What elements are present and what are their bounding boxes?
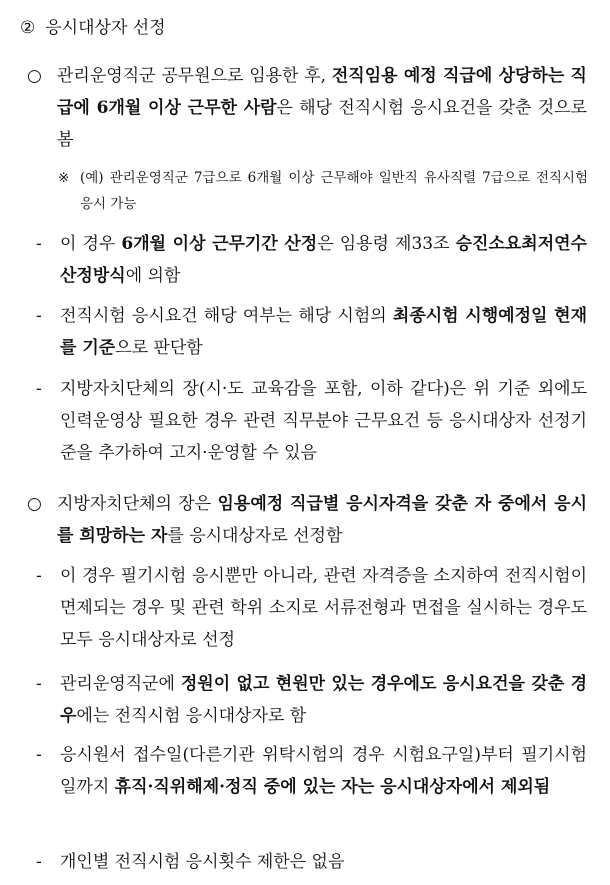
item-text [57, 488, 587, 552]
text-run: 으로 판단함 [115, 338, 203, 358]
circle-item [27, 60, 587, 156]
text-run: 전직시험 응시요건 해당 여부는 해당 시험의 [60, 306, 393, 326]
dash-item [36, 373, 587, 469]
text-run: 이 경우 필기시험 응시뿐만 아니라, 관련 자격증을 소지하여 전직시험이 면제되는 경우 및 관련 학위 소지로 서류전형과 면접을 실시하는 경우도 모두 응시대상자로 선정 [60, 566, 587, 650]
text-run: 지방자치단체의 장(시·도 교육감을 포함, 이하 같다)은 위 기준 외에도 인력운영상 필요한 경우 관련 직무분야 근무요건 등 응시대상자 선정기준을 추가하여 고지·운영할 수 있음 [60, 379, 587, 463]
item-text [60, 560, 587, 656]
dash-bullet: - [36, 566, 42, 586]
emphasis-text: 전직임용 예정 직급에 상당하는 직급에 6개월 이상 근무한 사람 [57, 66, 587, 118]
dash-bullet: - [36, 306, 42, 326]
emphasis-text: 최종시험 시행예정일 현재를 기준 [60, 306, 587, 358]
text-run: 은 해당 전직시험 응시요건을 갖춘 것으로 봄 [57, 98, 587, 150]
text-run: 를 응시대상자로 선정함 [167, 526, 343, 546]
dash-item [36, 846, 587, 878]
item-text [60, 846, 587, 878]
note-item [58, 165, 588, 217]
emphasis-text: 휴직·직위해제·정직 중에 있는 자는 응시대상자에서 제외됨 [114, 777, 551, 797]
note-text [80, 165, 588, 217]
item-text [60, 668, 587, 732]
item-text [60, 739, 587, 803]
circle-bullet: ○ [27, 66, 42, 86]
note-mark: ※ [58, 170, 70, 186]
dash-bullet: - [36, 745, 42, 765]
text-run: 은 임용령 제33조 [317, 234, 456, 254]
dash-bullet: - [36, 674, 42, 694]
emphasis-text: 승진소요최저연수 산정방식 [60, 234, 587, 286]
text-run: 지방자치단체의 장은 [57, 494, 218, 514]
section-title: 응시대상자 선정 [45, 18, 166, 38]
emphasis-text: 6개월 이상 근무기간 산정 [121, 234, 318, 254]
text-run: 응시원서 접수일(다른기관 위탁시험의 경우 시험요구일)부터 필기시험일까지 [60, 745, 587, 797]
emphasis-text: 정원이 없고 현원만 있는 경우에도 응시요건을 갖춘 경우 [60, 674, 588, 726]
text-run: (예) 관리운영직군 7급으로 6개월 이상 근무해야 일반직 유사직렬 7급으로 전직시험 응시 가능 [80, 170, 588, 212]
text-run: 관리운영직군 공무원으로 임용한 후, [57, 66, 332, 86]
text-run: 이 경우 [60, 234, 122, 254]
item-text [60, 228, 587, 292]
section-number: ② [20, 18, 36, 38]
text-run: 에 의함 [125, 266, 181, 286]
circle-bullet: ○ [27, 494, 42, 514]
dash-item [36, 228, 587, 292]
item-text [60, 300, 587, 364]
dash-bullet: - [36, 852, 42, 872]
item-text [57, 60, 587, 156]
dash-item [36, 300, 587, 364]
text-run: 관리운영직군에 [60, 674, 181, 694]
text-run: 개인별 전직시험 응시횟수 제한은 없음 [60, 852, 345, 872]
dash-bullet: - [36, 379, 42, 399]
text-run: 에는 전직시험 응시대상자로 함 [76, 706, 307, 726]
circle-item [27, 488, 587, 552]
item-text [60, 373, 587, 469]
dash-item [36, 668, 587, 732]
dash-item [36, 560, 587, 656]
dash-bullet: - [36, 234, 42, 254]
section-heading [20, 14, 166, 42]
dash-item [36, 739, 587, 803]
emphasis-text: 임용예정 직급별 응시자격을 갖춘 자 중에서 응시를 희망하는 자 [57, 494, 587, 546]
